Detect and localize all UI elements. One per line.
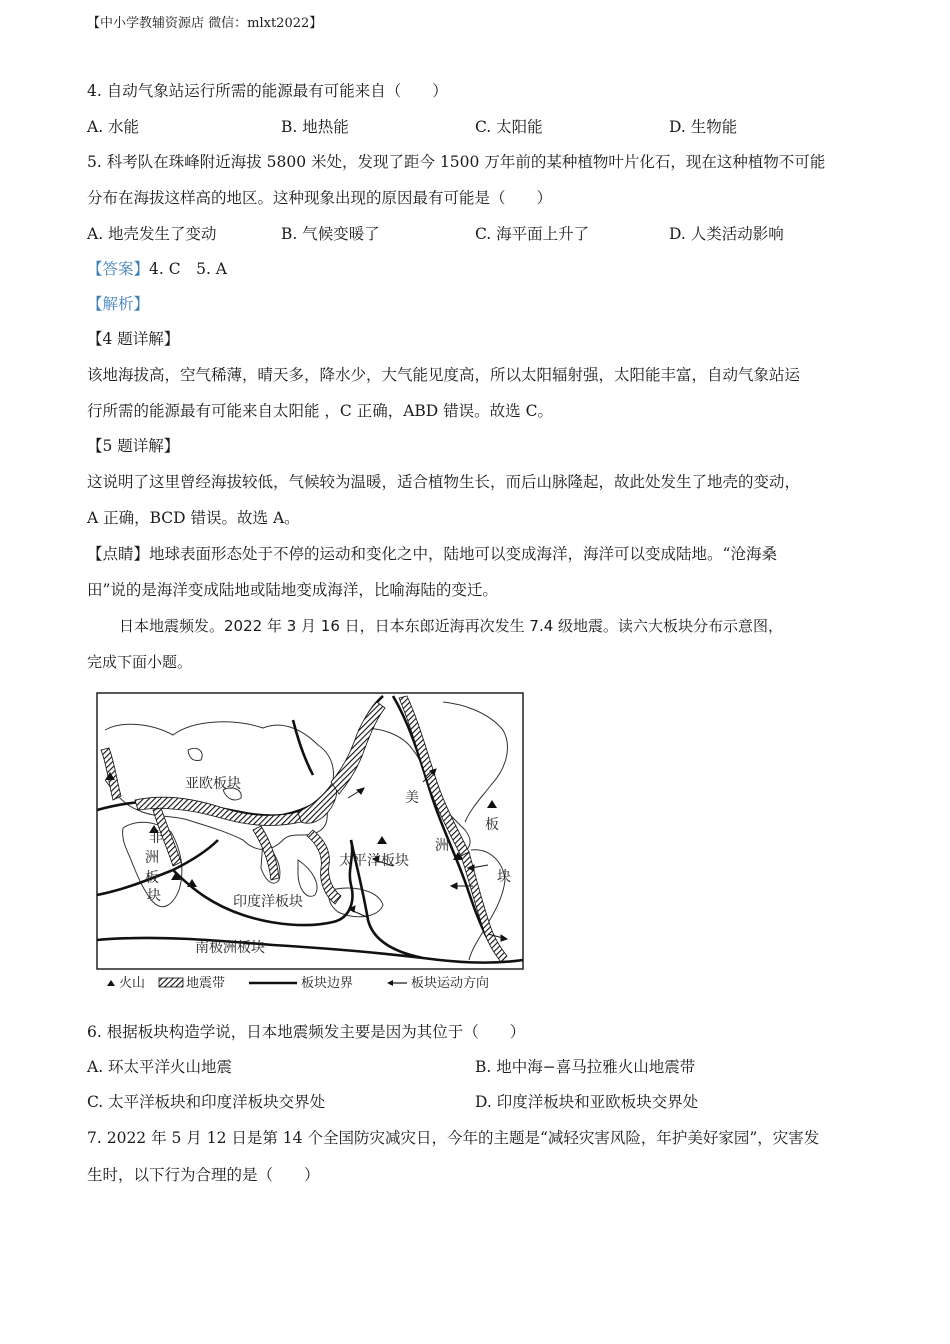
q6-option-c: C. 太平洋板块和印度洋板块交界处: [87, 1093, 326, 1111]
detail5-line2: A 正确，BCD 错误。故选 A。: [87, 509, 300, 527]
q5-stem-line1: 5. 科考队在珠峰附近海拔 5800 米处，发现了距今 1500 万年前的某种植物叶片化石，现在这种植物不可能: [87, 153, 826, 171]
label-antarctic-plate: 南极洲板块: [195, 940, 265, 956]
point-text: 地球表面形态处于不停的运动和变化之中，陆地可以变成海洋，海洋可以变成陆地。“沧海桑: [149, 545, 777, 563]
q6-option-d: D. 印度洋板块和亚欧板块交界处: [475, 1093, 699, 1111]
intro-line2: 完成下面小题。: [87, 653, 193, 671]
label-indian-plate: 印度洋板块: [233, 894, 303, 910]
label-american-3: 板: [485, 817, 499, 833]
legend-quake-belt-icon: [159, 978, 183, 987]
label-american-2: 洲: [435, 838, 449, 854]
q4-option-c: C. 太阳能: [475, 118, 543, 136]
label-eurasian-plate: 亚欧板块: [185, 776, 241, 792]
legend-volcano: 火山: [119, 976, 146, 991]
analysis-tag: 【解析】: [87, 295, 150, 313]
q7-line2: 生时，以下行为合理的是（ ）: [87, 1166, 320, 1184]
q5-option-c: C. 海平面上升了: [475, 225, 590, 243]
q5-option-b: B. 气候变暖了: [281, 225, 380, 243]
label-african-4: 块: [147, 888, 161, 904]
detail4-line1: 该地海拔高，空气稀薄，晴天多，降水少，大气能见度高，所以太阳辐射强，太阳能丰富，自动气象站运: [87, 366, 801, 384]
point-line2: 田”说的是海洋变成陆地或陆地变成海洋，比喻海陆的变迁。: [87, 581, 498, 599]
page-header: 【中小学教辅资源店 微信：mlxt2022】: [87, 16, 323, 31]
label-pacific-plate: 太平洋板块: [339, 853, 409, 869]
detail5-tag: 【5 题详解】: [87, 437, 180, 455]
answer-text: 4. C 5. A: [149, 260, 228, 278]
q4-option-a: A. 水能: [87, 118, 140, 136]
q4-stem: 4. 自动气象站运行所需的能源最有可能来自（ ）: [87, 82, 448, 100]
map-legend: [107, 975, 489, 991]
q7-line1: 7. 2022 年 5 月 12 日是第 14 个全国防灾减灾日，今年的主题是“减轻灾害风险，年护美好家园”，灾害发: [87, 1129, 820, 1147]
q5-stem-line2: 分布在海拔这样高的地区。这种现象出现的原因最有可能是（ ）: [87, 189, 553, 207]
label-african-2: 洲: [145, 850, 159, 866]
q6-option-b: B. 地中海−喜马拉雅火山地震带: [475, 1058, 696, 1076]
q4-option-b: B. 地热能: [281, 118, 349, 136]
detail5-line1: 这说明了这里曾经海拔较低，气候较为温暖，适合植物生长，而后山脉隆起，故此处发生了地壳的变动，: [87, 473, 801, 491]
q5-option-a: A. 地壳发生了变动: [87, 225, 217, 243]
legend-boundary: 板块边界: [301, 976, 354, 991]
legend-motion: 板块运动方向: [411, 976, 490, 991]
label-american-1: 美: [405, 790, 419, 806]
plate-map-figure: [93, 690, 527, 996]
legend-quake-belt: 地震带: [186, 976, 226, 991]
label-african-3: 板: [145, 870, 159, 886]
detail4-line2: 行所需的能源最有可能来自太阳能 ，C 正确，ABD 错误。故选 C。: [87, 402, 553, 420]
q6-option-a: A. 环太平洋火山地震: [87, 1058, 233, 1076]
q4-option-d: D. 生物能: [669, 118, 738, 136]
label-american-4: 块: [497, 869, 511, 885]
q6-stem: 6. 根据板块构造学说，日本地震频发主要是因为其位于（ ）: [87, 1023, 526, 1041]
plate-map: [93, 690, 527, 996]
intro-line1: 日本地震频发。2022 年 3 月 16 日，日本东郎近海再次发生 7.4 级地震。读六大板块分布示意图，: [119, 617, 784, 635]
detail4-tag: 【4 题详解】: [87, 330, 180, 348]
q5-option-d: D. 人类活动影响: [669, 225, 784, 243]
point-tag: 【点睛】: [87, 545, 150, 563]
legend-arrowhead-icon: [387, 980, 393, 986]
legend-volcano-icon: [107, 980, 115, 986]
label-african-1: 非: [149, 830, 163, 846]
answer-line: [87, 258, 227, 280]
answer-tag: 【答案】: [87, 260, 150, 278]
point-line1: [87, 543, 777, 565]
